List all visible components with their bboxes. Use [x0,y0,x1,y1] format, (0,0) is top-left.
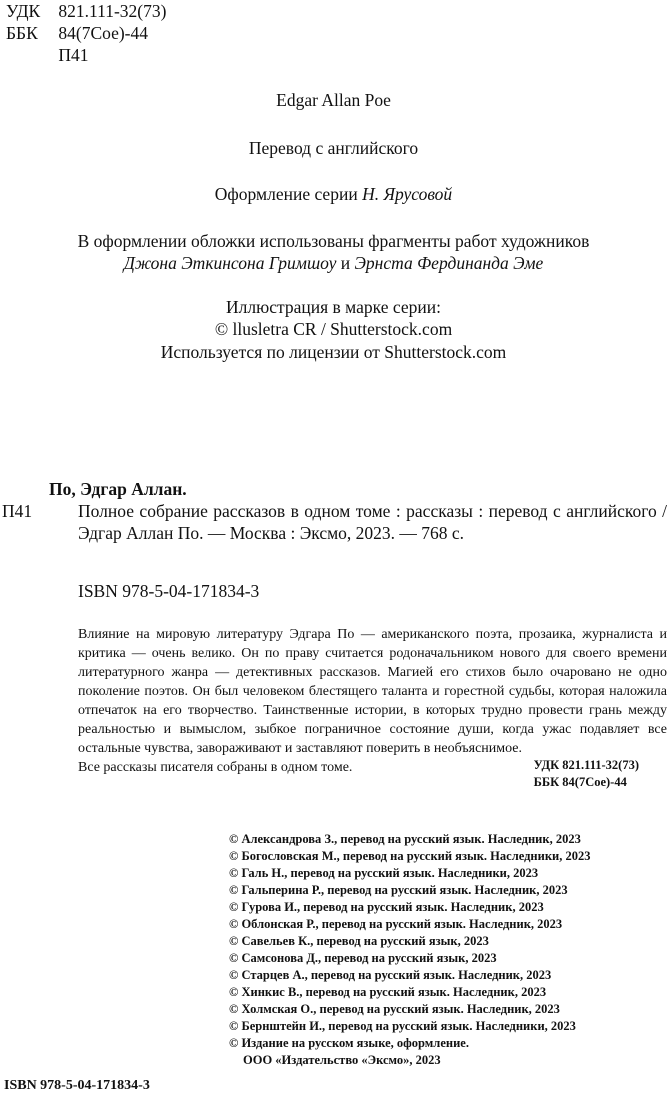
udk-value: 821.111-32(73) [58,1,167,21]
artist-2: Эрнста Фердинанда Эме [354,253,544,273]
right-udk: УДК 821.111-32(73) [533,758,639,772]
illustration-line1: Иллюстрация в марке серии: [226,297,441,317]
copyright-list [229,831,590,1069]
right-bbk: ББК 84(7Сое)-44 [533,775,627,789]
card-isbn: ISBN 978-5-04-171834-3 [78,581,260,601]
bbk-value: 84(7Сое)-44 [58,23,149,43]
cover-note-line2 [0,252,667,274]
bbk-label: ББК [6,23,38,43]
copyright-line: © Издание на русском языке, оформление. [229,1036,469,1050]
card-author-heading: По, Эдгар Аллан. [49,479,187,499]
copyright-line: © Старцев А., перевод на русский язык. Наследник, 2023 [229,968,552,982]
illustration-line2: © llusletra CR / Shutterstock.com [214,319,453,339]
copyright-line: ООО «Издательство «Эксмо», 2023 [243,1053,441,1067]
copyright-line: © Облонская Р., перевод на русский язык. Наследник, 2023 [229,917,563,931]
card-mark: П41 [2,501,33,521]
copyright-line: © Богословская М., перевод на русский язык. Наследники, 2023 [229,849,591,863]
copyright-line: © Савельев К., перевод на русский язык, 2023 [229,934,489,948]
author-mark: П41 [58,45,89,65]
illustration-line3: Используется по лицензии от Shutterstock.com [160,342,507,362]
series-designer: Н. Ярусовой [362,184,453,204]
copyright-line: © Галь Н., перевод на русский язык. Наследники, 2023 [229,866,539,880]
copyright-line: © Гурова И., перевод на русский язык. Наследник, 2023 [229,900,544,914]
copyright-line: © Александрова З., перевод на русский язык. Наследник, 2023 [229,832,581,846]
classification-block [6,0,166,66]
copyright-line: © Хинкис В., перевод на русский язык. Наследник, 2023 [229,985,547,999]
copyright-line: © Бернштейн И., перевод на русский язык. Наследники, 2023 [229,1019,576,1033]
annotation [78,625,667,777]
copyright-line: © Гальперина Р., перевод на русский язык. Наследник, 2023 [229,883,568,897]
series-design-label: Оформление серии [214,184,358,204]
footer-isbn: ISBN 978-5-04-171834-3 [4,1078,150,1093]
annotation-paragraph-1: Влияние на мировую литературу Эдгара По — американского поэта, прозаика, журналиста и критика — очень велико. Он по праву считается родоначальником нового для своего времени литературного жанра — детективных рассказов. Магией его стихов было очаровано не одно поколение поэтов. Он был человеком блестящего таланта и горестной судьбы, которая наложила отпечаток на его творчество. Таинственные истории, в которых трудно провести грань между реальностью и вымыслом, зыбкое пограничное состояние души, когда ужас подавляет все остальные чувства, завораживают и заставляют поверить в необъяснимое. [78,627,667,756]
author-name-en: Edgar Allan Poe [276,90,391,110]
cover-note-line1: В оформлении обложки использованы фрагменты работ художников [77,231,590,251]
artist-1: Джона Эткинсона Гримшоу [123,253,337,273]
series-design-line [0,183,667,205]
translation-note: Перевод с английского [248,138,419,158]
artist-conj: и [340,253,351,273]
copyright-line: © Холмская О., перевод на русский язык. Наследник, 2023 [229,1002,560,1016]
annotation-paragraph-2: Все рассказы писателя собраны в одном томе. [78,760,353,775]
udk-label: УДК [6,1,41,21]
card-body: Полное собрание рассказов в одном томе : рассказы : перевод с английского / Эдгар Аллан По. — Москва : Эксмо, 2023. — 768 с. [78,501,667,543]
right-codes [534,757,639,791]
copyright-line: © Самсонова Д., перевод на русский язык, 2023 [229,951,497,965]
